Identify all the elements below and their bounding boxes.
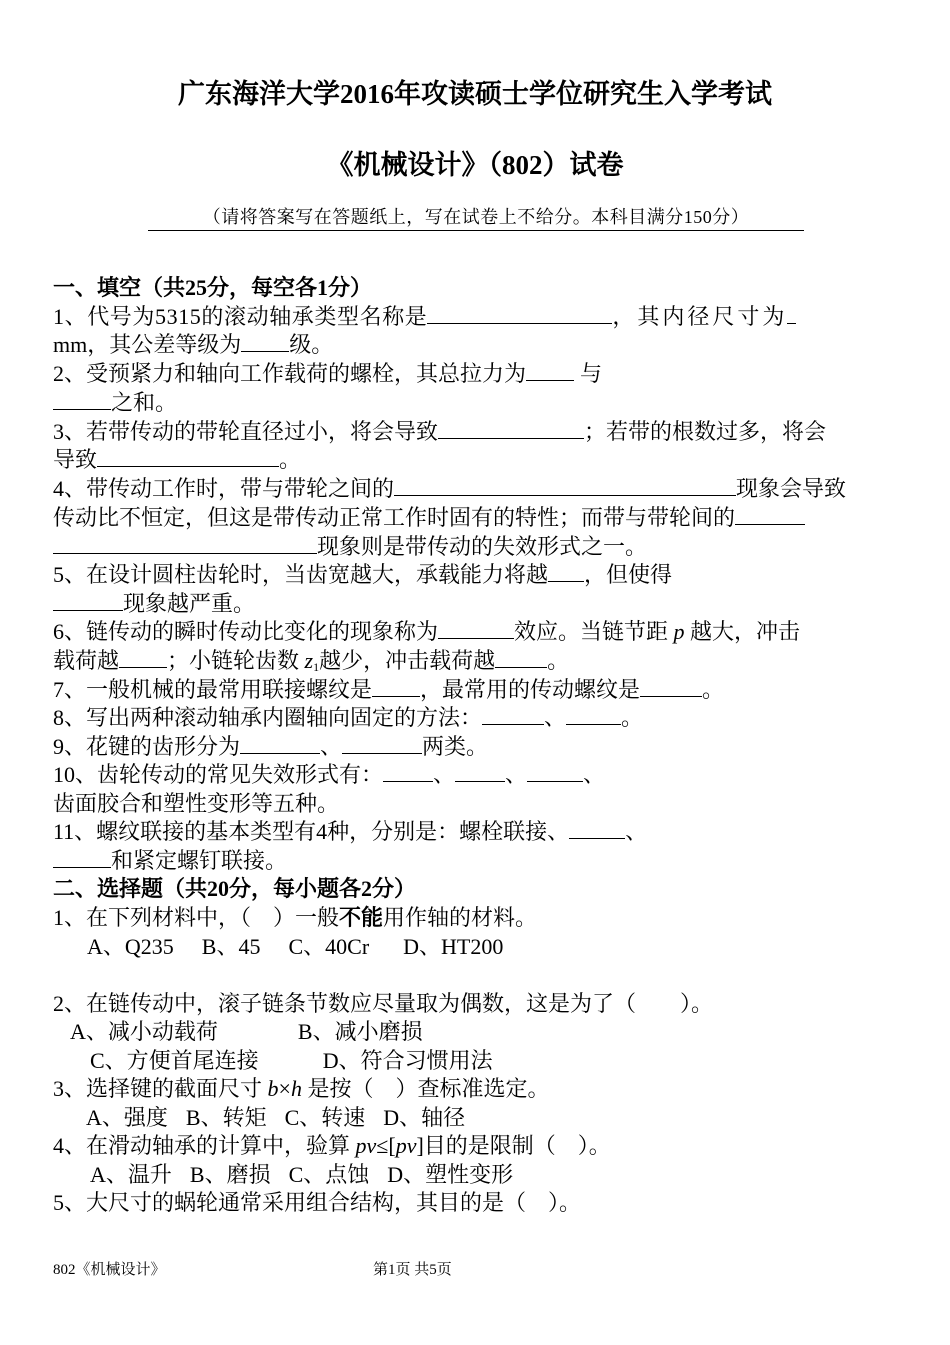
answer-blank bbox=[240, 733, 320, 754]
s1-q2-line1: 2、受预紧力和轴向工作载荷的螺栓，其总拉力为 与 bbox=[53, 361, 603, 386]
s1-q10-line1: 10、齿轮传动的常见失效形式有： 、 、 、 bbox=[53, 762, 606, 787]
s1-q5-line1: 5、在设计圆柱齿轮时，当齿宽越大，承载能力将越 ，但使得 bbox=[53, 562, 673, 587]
s2-q1: 1、在下列材料中，（ ）一般不能用作轴的材料。 bbox=[53, 905, 538, 930]
answer-blank bbox=[640, 676, 702, 697]
s2-q2: 2、在链传动中，滚子链条节数应尽量取为偶数，这是为了（ ）。 bbox=[53, 991, 714, 1016]
s2-q4-options: A、温升 B、磨损 C、点蚀 D、塑性变形 bbox=[90, 1162, 514, 1187]
answer-blank bbox=[53, 533, 317, 554]
answer-blank bbox=[455, 761, 505, 782]
s2-q2-options-cd: C、方便首尾连接 D、符合习惯用法 bbox=[90, 1048, 493, 1073]
s1-q9: 9、花键的齿形分为 、 两类。 bbox=[53, 734, 489, 759]
exam-subtitle: 《机械设计》（802）试卷 bbox=[326, 150, 624, 180]
exam-title: 广东海洋大学2016年攻读硕士学位研究生入学考试 bbox=[178, 79, 772, 109]
s1-q11-line1: 11、螺纹联接的基本类型有4种，分别是：螺栓联接、 、 bbox=[53, 819, 648, 844]
answer-blank bbox=[527, 761, 583, 782]
s1-q3-line1: 3、若带传动的带轮直径过小，将会导致 ；若带的根数过多，将会 bbox=[53, 419, 827, 444]
s1-q7: 7、一般机械的最常用联接螺纹是 ，最常用的传动螺纹是 。 bbox=[53, 677, 725, 702]
answer-blank bbox=[438, 418, 584, 439]
s1-q3-line2: 导致 。 bbox=[53, 447, 302, 472]
section1-heading: 一、填空（共25分，每空各1分） bbox=[53, 275, 373, 300]
answer-blank bbox=[372, 676, 420, 697]
footer-page-number: 第1页 共5页 bbox=[373, 1262, 452, 1278]
answer-blank bbox=[482, 704, 544, 725]
answer-blank bbox=[119, 647, 167, 668]
answer-blank bbox=[342, 733, 422, 754]
answer-blank bbox=[735, 504, 805, 525]
answer-blank bbox=[569, 818, 625, 839]
answer-blank bbox=[566, 704, 621, 725]
s1-q10-line2: 齿面胶合和塑性变形等五种。 bbox=[53, 791, 340, 816]
answer-blank bbox=[548, 561, 584, 582]
s1-q4-line2: 传动比不恒定，但这是带传动正常工作时固有的特性；而带与带轮间的 bbox=[53, 504, 901, 532]
answer-blank bbox=[427, 303, 612, 324]
s2-q3: 3、选择键的截面尺寸 b×h 是按（ ）查标准选定。 bbox=[53, 1076, 550, 1101]
s2-q3-options: A、强度 B、转矩 C、转速 D、轴径 bbox=[86, 1105, 466, 1130]
section2-heading: 二、选择题（共20分，每小题各2分） bbox=[53, 876, 417, 901]
answer-blank bbox=[53, 847, 111, 868]
s1-q4-line3: 现象则是带传动的失效形式之一。 bbox=[53, 533, 901, 561]
s1-q6-line2: 载荷越 ；小链轮齿数 $z_1$越少，冲击载荷越 。 bbox=[53, 648, 570, 674]
answer-blank bbox=[97, 446, 279, 467]
answer-blank bbox=[53, 590, 123, 611]
s2-q5: 5、大尺寸的蜗轮通常采用组合结构，其目的是（ ）。 bbox=[53, 1190, 582, 1215]
exam-instructions: （请将答案写在答题纸上，写在试卷上不给分。本科目满分150分） bbox=[148, 205, 804, 231]
s1-q8: 8、写出两种滚动轴承内圈轴向固定的方法： 、 。 bbox=[53, 705, 644, 730]
answer-blank bbox=[394, 475, 736, 496]
s2-q4: 4、在滑动轴承的计算中，验算 pv≤[pv]目的是限制（ ）。 bbox=[53, 1133, 611, 1158]
answer-blank bbox=[383, 761, 433, 782]
answer-blank bbox=[438, 618, 514, 639]
s1-q2-line2: 之和。 bbox=[53, 389, 901, 417]
s2-q1-options: A、Q235 B、45 C、40Cr D、HT200 bbox=[87, 934, 504, 959]
s1-q5-line2: 现象越严重。 bbox=[53, 590, 901, 618]
answer-blank bbox=[526, 360, 574, 381]
s1-q1-line1: 1、代号为5315的滚动轴承类型名称是 ，其内径尺寸为 bbox=[53, 303, 901, 331]
s1-q6-line1: 6、链传动的瞬时传动比变化的现象称为 效应。当链节距 p 越大，冲击 bbox=[53, 619, 801, 644]
answer-blank bbox=[787, 303, 796, 324]
s1-q1-line2: mm，其公差等级为 级。 bbox=[53, 332, 334, 357]
answer-blank bbox=[495, 647, 547, 668]
footer-course: 802《机械设计》 bbox=[53, 1262, 166, 1278]
s1-q4-line1: 4、带传动工作时，带与带轮之间的 现象会导致 bbox=[53, 476, 847, 501]
answer-blank bbox=[241, 331, 289, 352]
s2-q2-options-ab: A、减小动载荷 B、减小磨损 bbox=[70, 1019, 423, 1044]
answer-blank bbox=[53, 389, 111, 410]
s1-q11-line2: 和紧定螺钉联接。 bbox=[53, 847, 901, 875]
